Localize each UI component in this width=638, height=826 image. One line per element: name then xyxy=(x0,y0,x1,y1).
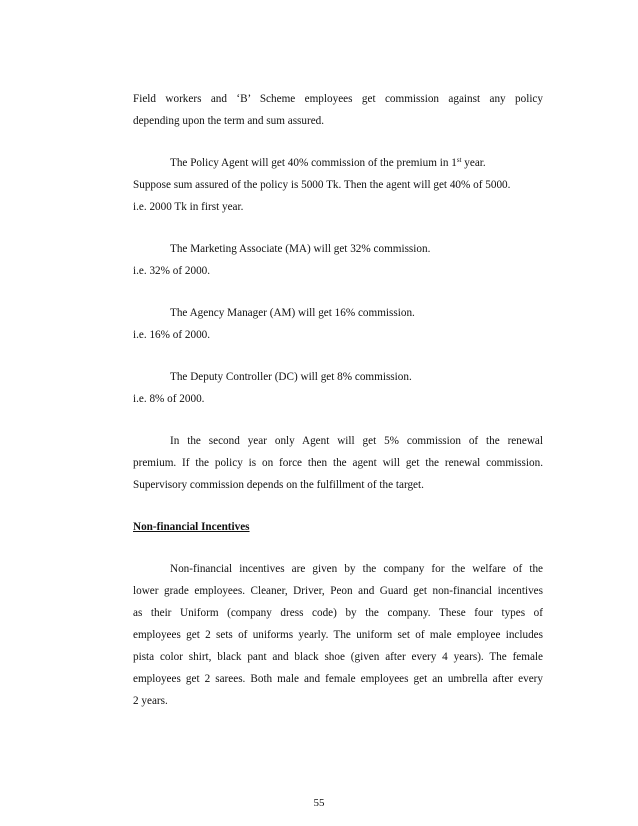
ordinal-suffix: st xyxy=(456,156,462,164)
text-line: lower grade employees. Cleaner, Driver, Peon and Guard get non-financial incentives xyxy=(133,585,543,597)
paragraph-commission-intro xyxy=(133,88,543,132)
text-line: premium. If the policy is on force then the agent will get the renewal commission. xyxy=(133,457,543,469)
text-line: Non-financial incentives are given by the company for the welfare of the xyxy=(170,563,543,575)
paragraph-marketing-associate xyxy=(133,238,543,282)
text-line: The Agency Manager (AM) will get 16% commission. xyxy=(170,307,415,319)
section-heading: Non-financial Incentives xyxy=(133,521,250,533)
text-line: pista color shirt, black pant and black shoe (given after every 4 years). The female xyxy=(133,651,543,663)
text-line: i.e. 2000 Tk in first year. xyxy=(133,201,244,213)
text-line: as their Uniform (company dress code) by the company. These four types of xyxy=(133,607,543,619)
text-line: i.e. 16% of 2000. xyxy=(133,329,211,341)
paragraph-non-financial-incentives xyxy=(133,558,543,712)
paragraph-policy-agent xyxy=(133,152,543,218)
text-line: The Marketing Associate (MA) will get 32% commission. xyxy=(170,243,431,255)
text-line: Field workers and ‘B’ Scheme employees get commission against any policy xyxy=(133,93,543,105)
text-line: Suppose sum assured of the policy is 5000 Tk. Then the agent will get 40% of 5000. xyxy=(133,179,511,191)
text-line: The Deputy Controller (DC) will get 8% commission. xyxy=(170,371,412,383)
text-line: i.e. 32% of 2000. xyxy=(133,265,211,277)
page-body xyxy=(133,88,543,712)
text-line: Supervisory commission depends on the fulfillment of the target. xyxy=(133,479,424,491)
paragraph-renewal-commission xyxy=(133,430,543,496)
text-line xyxy=(133,152,543,174)
text-line: depending upon the term and sum assured. xyxy=(133,115,325,127)
text-fragment: The Policy Agent will get 40% commission of the premium in 1 xyxy=(170,157,457,169)
text-line: employees get 2 sarees. Both male and female employees get an umbrella after every xyxy=(133,673,543,685)
paragraph-agency-manager xyxy=(133,302,543,346)
page-number: 55 xyxy=(313,797,325,809)
paragraph-deputy-controller xyxy=(133,366,543,410)
text-line: i.e. 8% of 2000. xyxy=(133,393,205,405)
text-line: 2 years. xyxy=(133,695,168,707)
text-line: In the second year only Agent will get 5% commission of the renewal xyxy=(170,435,543,447)
text-fragment: year. xyxy=(461,157,486,169)
text-line: employees get 2 sets of uniforms yearly. The uniform set of male employee includes xyxy=(133,629,543,641)
